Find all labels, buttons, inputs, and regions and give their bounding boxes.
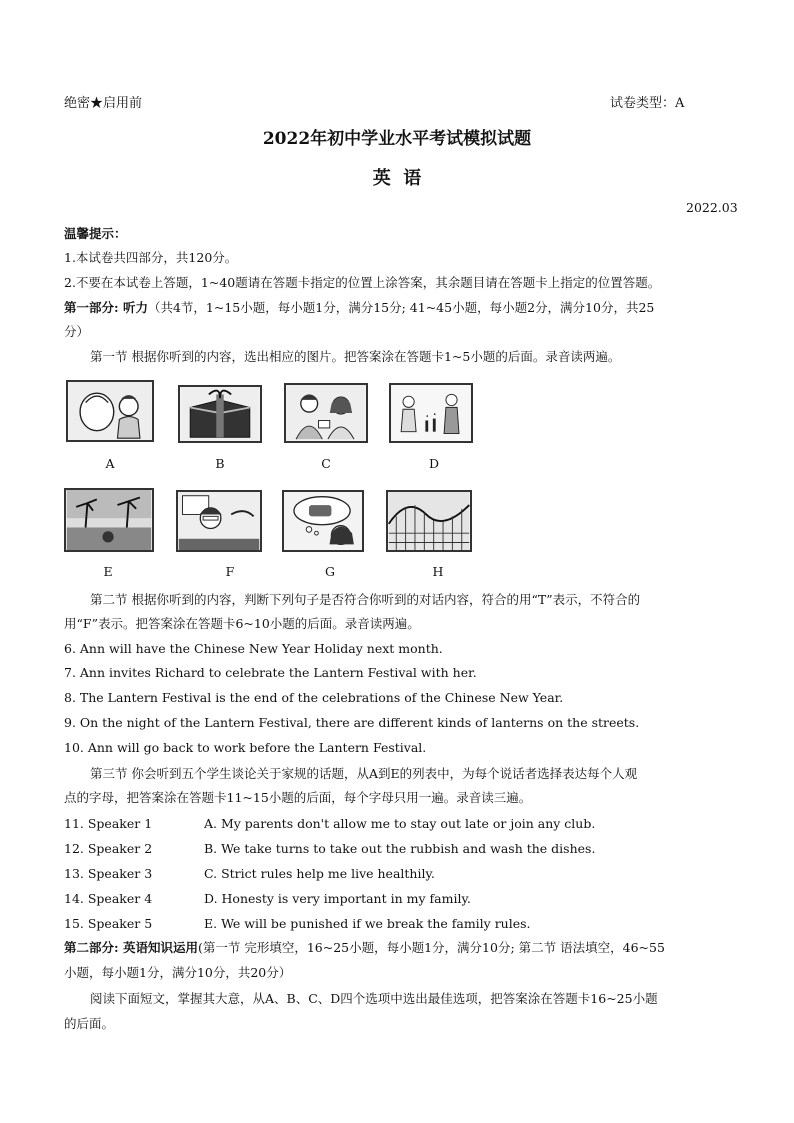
speaker-option: E. We will be punished if we break the family rules.: [204, 916, 531, 931]
statement-10: 10. Ann will go back to work before the Lantern Festival.: [64, 740, 427, 755]
part1-section3-instruction-line2: 点的字母，把答案涂在答题卡11~15小题的后面，每个字母只用一遍。录音读三遍。: [64, 790, 532, 805]
statement-6: 6. Ann will have the Chinese New Year Holiday next month.: [64, 641, 443, 656]
part2-intro: [64, 936, 730, 960]
part1-desc: （共4节，1~15小题，每小题1分，满分15分; 41~45小题，每小题2分，满分10分，共25: [147, 300, 655, 315]
picture-label-f: F: [225, 564, 235, 579]
part1-heading: 第一部分: 听力: [64, 300, 148, 315]
backpack-child-icon: [66, 380, 154, 442]
paper-type-label: 试卷类型：A: [610, 96, 685, 111]
part1-section3-instruction: 第三节 你会听到五个学生谈论关于家规的话题，从A到E的列表中，为每个说话者选择表达每个人观: [90, 766, 638, 781]
speaker-label: 11. Speaker 1: [64, 816, 153, 831]
picture-label-c: C: [321, 456, 331, 471]
subject-title: 英 语: [372, 168, 422, 189]
speaker-row: [64, 912, 730, 936]
speaker-label: 12. Speaker 2: [64, 841, 153, 856]
speaker-option: B. We take turns to take out the rubbish and wash the dishes.: [204, 841, 596, 856]
picture-label-a: A: [105, 456, 115, 471]
statement-8: 8. The Lantern Festival is the end of the celebrations of the Chinese New Year.: [64, 690, 564, 705]
part2-heading: 第二部分: 英语知识运用: [64, 940, 198, 955]
page-title: 2022年初中学业水平考试模拟试题: [262, 129, 532, 149]
speaker-row: [64, 887, 730, 911]
part2-instruction-line2: 的后面。: [64, 1016, 115, 1031]
picture-label-d: D: [428, 456, 440, 471]
couple-with-candles-icon: [389, 383, 473, 443]
speaker-label: 14. Speaker 4: [64, 891, 153, 906]
girl-dreaming-icon: [282, 490, 364, 552]
statement-9: 9. On the night of the Lantern Festival, there are different kinds of lanterns on the streets.: [64, 715, 640, 730]
tip-item-1: 1.本试卷共四部分，共120分。: [64, 250, 238, 265]
statement-7: 7. Ann invites Richard to celebrate the Lantern Festival with her.: [64, 665, 477, 680]
part1-desc-line2: 分）: [64, 324, 90, 339]
part2-instruction: 阅读下面短文，掌握其大意，从A、B、C、D四个选项中选出最佳选项，把答案涂在答题卡16~25小题: [90, 991, 658, 1006]
confidential-label: 绝密★启用前: [64, 96, 143, 111]
two-women-talking-icon: [284, 383, 368, 443]
picture-label-b: B: [215, 456, 225, 471]
tips-heading: 温馨提示：: [64, 226, 127, 241]
speaker-option: C. Strict rules help me live healthily.: [204, 866, 435, 881]
speaker-row: [64, 837, 730, 861]
picture-label-e: E: [103, 564, 113, 579]
speaker-row: [64, 812, 730, 836]
part2-desc: (第一节 完形填空，16~25小题，每小题1分，满分10分; 第二节 语法填空，46~55: [197, 940, 665, 955]
man-at-desk-icon: [176, 490, 262, 552]
speaker-option: D. Honesty is very important in my family.: [204, 891, 471, 906]
part1-section2-instruction: 第二节 根据你听到的内容，判断下列句子是否符合你听到的对话内容，符合的用“T”表示，不符合的: [90, 592, 641, 607]
speaker-label: 15. Speaker 5: [64, 916, 153, 931]
speaker-label: 13. Speaker 3: [64, 866, 153, 881]
part2-desc-line2: 小题，每小题1分，满分10分，共20分）: [64, 965, 292, 980]
picture-label-g: G: [325, 564, 335, 579]
part1-intro: [64, 296, 730, 320]
speaker-option: A. My parents don't allow me to stay out late or join any club.: [204, 816, 596, 831]
tip-item-2: 2.不要在本试卷上答题，1~40题请在答题卡指定的位置上涂答案，其余题目请在答题卡上指定的位置答题。: [64, 275, 661, 290]
part1-section2-instruction-line2: 用“F”表示。把答案涂在答题卡6~10小题的后面。录音读两遍。: [64, 616, 420, 631]
roller-coaster-icon: [386, 490, 472, 552]
gift-box-icon: [178, 385, 262, 443]
part1-section1-instruction: 第一节 根据你听到的内容，选出相应的图片。把答案涂在答题卡1~5小题的后面。录音读两遍。: [90, 349, 621, 364]
speaker-row: [64, 862, 730, 886]
picture-label-h: H: [432, 564, 444, 579]
exam-date: 2022.03: [686, 200, 738, 215]
beach-palm-trees-icon: [64, 488, 154, 552]
